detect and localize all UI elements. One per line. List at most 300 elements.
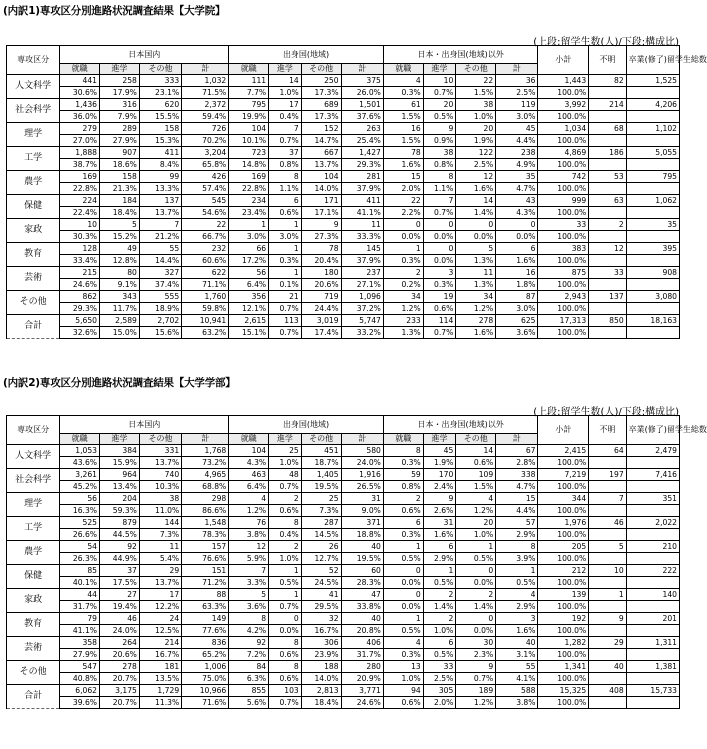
count-cell: 66: [229, 243, 269, 255]
count-cell: 10,966: [182, 685, 229, 697]
empty-cell: [626, 87, 679, 99]
count-cell: 1,006: [182, 661, 229, 673]
count-cell: 1,768: [182, 445, 229, 457]
empty-cell: [589, 303, 626, 315]
header-row-groups: [7, 46, 680, 64]
count-cell: 1,381: [626, 661, 679, 673]
count-cell: 1,032: [182, 75, 229, 87]
ratio-cell: 22.8%: [60, 183, 100, 195]
count-cell: 22: [456, 75, 496, 87]
count-cell: 0: [456, 613, 496, 625]
count-cell: 1,341: [538, 661, 589, 673]
count-cell: 2: [269, 541, 302, 553]
count-cell: 451: [301, 445, 341, 457]
ratio-cell: 0.3%: [383, 649, 423, 661]
count-cell: 12: [456, 171, 496, 183]
empty-cell: [589, 529, 626, 541]
ratio-cell: 11.3%: [139, 697, 181, 709]
count-cell: 35: [626, 219, 679, 231]
ratio-cell: 31.7%: [60, 601, 100, 613]
count-cell: 1,062: [626, 195, 679, 207]
count-cell: 907: [100, 147, 140, 159]
count-cell: 1,525: [626, 75, 679, 87]
ratio-cell: 14.0%: [301, 183, 341, 195]
other-country-header: 日本・出身国(地域)以外: [383, 416, 538, 434]
ratio-cell: 0.7%: [269, 481, 302, 493]
count-cell: 620: [139, 99, 181, 111]
count-cell: 63: [589, 195, 626, 207]
ratio-cell: 21.2%: [139, 231, 181, 243]
count-cell: 9: [301, 219, 341, 231]
count-cell: 2: [269, 493, 302, 505]
count-cell: 99: [139, 171, 181, 183]
ratio-cell: 0.5%: [423, 649, 456, 661]
others-header: その他: [139, 64, 181, 75]
category-header: 専攻区分: [7, 416, 60, 445]
ratio-cell: 63.2%: [182, 327, 229, 339]
ratio-cell: 1.0%: [456, 529, 496, 541]
ratio-cell: 0.0%: [269, 625, 302, 637]
count-cell: 1,760: [182, 291, 229, 303]
count-cell: 1: [496, 565, 538, 577]
count-cell: 7: [423, 195, 456, 207]
ratio-cell: 28.3%: [341, 577, 383, 589]
empty-cell: [626, 159, 679, 171]
ratio-cell: 54.6%: [182, 207, 229, 219]
count-cell: 855: [229, 685, 269, 697]
count-cell: 2,943: [538, 291, 589, 303]
ratio-cell: 3.8%: [229, 529, 269, 541]
count-cell: 2: [423, 613, 456, 625]
count-cell: 2,372: [182, 99, 229, 111]
ratio-cell: 63.3%: [182, 601, 229, 613]
table-row-count: [7, 123, 680, 135]
others-header: その他: [301, 434, 341, 445]
table-row-count: [7, 315, 680, 327]
count-cell: 111: [229, 75, 269, 87]
count-cell: 1,916: [341, 469, 383, 481]
count-cell: 52: [301, 565, 341, 577]
ratio-cell: 40.8%: [60, 673, 100, 685]
ratio-cell: 7.9%: [100, 111, 140, 123]
table-row-ratio: [7, 553, 680, 565]
ratio-cell: 6.3%: [229, 673, 269, 685]
count-cell: 8: [269, 517, 302, 529]
ratio-cell: 12.7%: [301, 553, 341, 565]
ratio-cell: 44.5%: [100, 529, 140, 541]
ratio-cell: 100.0%: [538, 207, 589, 219]
ratio-cell: 37.6%: [341, 111, 383, 123]
table-row-count: [7, 685, 680, 697]
empty-cell: [626, 553, 679, 565]
count-cell: 344: [538, 493, 589, 505]
ratio-cell: 2.9%: [423, 553, 456, 565]
count-cell: 26: [301, 541, 341, 553]
ratio-cell: 24.5%: [301, 577, 341, 589]
ratio-cell: 0.8%: [383, 481, 423, 493]
count-cell: 2: [423, 589, 456, 601]
ratio-cell: 1.0%: [269, 87, 302, 99]
count-cell: 82: [589, 75, 626, 87]
count-cell: 525: [60, 517, 100, 529]
ratio-cell: 0.6%: [383, 697, 423, 709]
count-cell: 4: [456, 493, 496, 505]
empty-cell: [589, 327, 626, 339]
category-label: 合計: [7, 685, 60, 709]
count-cell: 3: [423, 267, 456, 279]
count-cell: 94: [383, 685, 423, 697]
ratio-cell: 57.4%: [182, 183, 229, 195]
ratio-cell: 12.8%: [100, 255, 140, 267]
count-cell: 18,163: [626, 315, 679, 327]
ratio-cell: 1.8%: [496, 279, 538, 291]
table-row-ratio: [7, 505, 680, 517]
count-cell: 21: [269, 291, 302, 303]
count-cell: 46: [100, 613, 140, 625]
category-label: 保健: [7, 565, 60, 589]
ratio-cell: 1.3%: [456, 279, 496, 291]
count-cell: 740: [139, 469, 181, 481]
ratio-cell: 0.3%: [383, 87, 423, 99]
ratio-cell: 15.6%: [139, 327, 181, 339]
count-cell: 7: [269, 123, 302, 135]
count-cell: 38: [423, 147, 456, 159]
count-cell: 30: [456, 637, 496, 649]
count-cell: 0: [456, 565, 496, 577]
empty-cell: [589, 231, 626, 243]
ratio-cell: 1.6%: [423, 529, 456, 541]
ratio-cell: 1.5%: [456, 87, 496, 99]
ratio-cell: 3.9%: [496, 553, 538, 565]
count-cell: 1: [456, 541, 496, 553]
ratio-cell: 0.7%: [269, 135, 302, 147]
count-cell: 351: [626, 493, 679, 505]
ratio-cell: 100.0%: [538, 481, 589, 493]
count-cell: 14: [269, 75, 302, 87]
ratio-cell: 71.2%: [182, 577, 229, 589]
count-cell: 114: [423, 315, 456, 327]
ratio-cell: 100.0%: [538, 601, 589, 613]
ratio-cell: 71.5%: [182, 87, 229, 99]
ratio-cell: 9.0%: [341, 505, 383, 517]
further-study-header: 進学: [423, 434, 456, 445]
count-cell: 343: [100, 291, 140, 303]
count-cell: 742: [538, 171, 589, 183]
ratio-cell: 3.0%: [229, 231, 269, 243]
ratio-cell: 18.6%: [100, 159, 140, 171]
ratio-cell: 26.0%: [341, 87, 383, 99]
table-row-ratio: [7, 303, 680, 315]
ratio-cell: 100.0%: [538, 625, 589, 637]
count-cell: 170: [423, 469, 456, 481]
ratio-cell: 1.6%: [496, 625, 538, 637]
ratio-cell: 1.2%: [456, 697, 496, 709]
ratio-cell: 0.7%: [423, 327, 456, 339]
count-cell: 24: [139, 613, 181, 625]
count-cell: 5: [589, 541, 626, 553]
count-cell: 411: [139, 147, 181, 159]
empty-cell: [589, 601, 626, 613]
count-cell: 15: [383, 171, 423, 183]
ratio-cell: 0.3%: [423, 279, 456, 291]
count-cell: 11: [139, 541, 181, 553]
count-cell: 1,501: [341, 99, 383, 111]
category-label: 社会科学: [7, 99, 60, 123]
ratio-cell: 37.2%: [341, 303, 383, 315]
ratio-cell: 16.3%: [60, 505, 100, 517]
count-cell: 7: [139, 219, 181, 231]
count-cell: 214: [139, 637, 181, 649]
table-row-count: [7, 613, 680, 625]
count-cell: 2: [589, 219, 626, 231]
table-row-count: [7, 445, 680, 457]
count-cell: 92: [229, 637, 269, 649]
category-label: その他: [7, 291, 60, 315]
ratio-cell: 23.1%: [139, 87, 181, 99]
category-label: 理学: [7, 123, 60, 147]
ratio-cell: 2.0%: [383, 183, 423, 195]
category-label: 農学: [7, 541, 60, 565]
ratio-cell: 66.7%: [182, 231, 229, 243]
count-cell: 20: [456, 517, 496, 529]
count-cell: 3,080: [626, 291, 679, 303]
count-cell: 1: [269, 267, 302, 279]
ratio-cell: 65.2%: [182, 649, 229, 661]
ratio-cell: 13.7%: [139, 207, 181, 219]
subtotal-header: 小計: [538, 46, 589, 75]
ratio-cell: 13.7%: [301, 159, 341, 171]
ratio-cell: 17.1%: [301, 207, 341, 219]
count-cell: 68: [589, 123, 626, 135]
count-cell: 278: [100, 661, 140, 673]
ratio-cell: 59.4%: [182, 111, 229, 123]
others-header: その他: [301, 64, 341, 75]
count-cell: 305: [423, 685, 456, 697]
count-cell: 5: [456, 243, 496, 255]
table-row-count: [7, 493, 680, 505]
empty-cell: [626, 231, 679, 243]
count-cell: 879: [100, 517, 140, 529]
count-cell: 237: [341, 267, 383, 279]
table-row-count: [7, 291, 680, 303]
count-cell: 34: [456, 291, 496, 303]
ratio-cell: 1.5%: [383, 135, 423, 147]
count-cell: 375: [341, 75, 383, 87]
ratio-cell: 27.1%: [341, 279, 383, 291]
ratio-cell: 24.0%: [341, 457, 383, 469]
count-cell: 48: [269, 469, 302, 481]
ratio-cell: 37.9%: [341, 255, 383, 267]
count-cell: 45: [496, 123, 538, 135]
header-row-groups: [7, 416, 680, 434]
ratio-cell: 21.3%: [100, 183, 140, 195]
table-row-ratio: [7, 207, 680, 219]
empty-cell: [626, 697, 679, 709]
ratio-cell: 0.3%: [383, 529, 423, 541]
count-cell: 9: [456, 661, 496, 673]
count-cell: 60: [341, 565, 383, 577]
ratio-cell: 22.8%: [229, 183, 269, 195]
count-cell: 6: [423, 637, 456, 649]
count-cell: 205: [538, 541, 589, 553]
count-cell: 8: [383, 445, 423, 457]
empty-cell: [589, 625, 626, 637]
ratio-cell: 71.1%: [182, 279, 229, 291]
ratio-cell: 1.2%: [383, 303, 423, 315]
ratio-cell: 1.1%: [269, 183, 302, 195]
count-cell: 836: [182, 637, 229, 649]
count-cell: 2,702: [139, 315, 181, 327]
count-cell: 2: [383, 493, 423, 505]
empty-cell: [589, 111, 626, 123]
count-cell: 3,019: [301, 315, 341, 327]
count-cell: 22: [182, 219, 229, 231]
ratio-cell: 0.5%: [383, 625, 423, 637]
ratio-cell: 20.6%: [301, 279, 341, 291]
ratio-cell: 100.0%: [538, 231, 589, 243]
table-row-ratio: [7, 649, 680, 661]
ratio-cell: 0.1%: [269, 279, 302, 291]
count-cell: 19: [423, 291, 456, 303]
count-cell: 140: [626, 589, 679, 601]
ratio-cell: 15.1%: [229, 327, 269, 339]
count-cell: 306: [301, 637, 341, 649]
count-cell: 263: [341, 123, 383, 135]
count-cell: 27: [100, 589, 140, 601]
count-cell: 622: [182, 267, 229, 279]
count-cell: 9: [589, 613, 626, 625]
count-cell: 1: [269, 565, 302, 577]
count-cell: 35: [496, 171, 538, 183]
count-cell: 279: [60, 123, 100, 135]
count-cell: 3,175: [100, 685, 140, 697]
undergraduate-table: [6, 415, 707, 709]
empty-cell: [589, 649, 626, 661]
count-cell: 5,650: [60, 315, 100, 327]
ratio-cell: 0.7%: [269, 697, 302, 709]
table-row-count: [7, 219, 680, 231]
count-cell: 999: [538, 195, 589, 207]
count-cell: 2,813: [301, 685, 341, 697]
ratio-cell: 4.3%: [229, 457, 269, 469]
count-cell: 316: [100, 99, 140, 111]
ratio-cell: 13.7%: [139, 577, 181, 589]
ratio-cell: 3.0%: [269, 231, 302, 243]
count-cell: 280: [341, 661, 383, 673]
employment-header: 就職: [60, 434, 100, 445]
count-cell: 5: [229, 589, 269, 601]
ratio-cell: 0.0%: [383, 601, 423, 613]
ratio-cell: 27.9%: [60, 649, 100, 661]
category-label: 芸術: [7, 267, 60, 291]
total-header: 計: [182, 434, 229, 445]
count-cell: 137: [589, 291, 626, 303]
ratio-cell: 20.7%: [100, 673, 140, 685]
ratio-cell: 100.0%: [538, 553, 589, 565]
count-cell: 37: [269, 147, 302, 159]
empty-cell: [626, 649, 679, 661]
table-row-ratio: [7, 159, 680, 171]
count-cell: 33: [589, 267, 626, 279]
count-cell: 555: [139, 291, 181, 303]
ratio-cell: 0.0%: [383, 577, 423, 589]
count-cell: 8: [229, 613, 269, 625]
count-cell: 197: [589, 469, 626, 481]
ratio-cell: 4.2%: [229, 625, 269, 637]
count-cell: 34: [383, 291, 423, 303]
ratio-cell: 0.7%: [269, 601, 302, 613]
ratio-cell: 0.6%: [383, 505, 423, 517]
count-cell: 463: [229, 469, 269, 481]
count-cell: 4: [229, 493, 269, 505]
count-cell: 8: [269, 661, 302, 673]
ratio-cell: 86.6%: [182, 505, 229, 517]
ratio-cell: 2.4%: [423, 481, 456, 493]
ratio-cell: 33.3%: [341, 231, 383, 243]
empty-cell: [589, 577, 626, 589]
count-cell: 32: [301, 613, 341, 625]
count-cell: 47: [341, 589, 383, 601]
count-cell: 1: [269, 219, 302, 231]
ratio-cell: 20.4%: [301, 255, 341, 267]
ratio-cell: 100.0%: [538, 577, 589, 589]
count-cell: 4,206: [626, 99, 679, 111]
ratio-cell: 1.9%: [456, 135, 496, 147]
ratio-cell: 4.4%: [496, 135, 538, 147]
count-cell: 8: [423, 171, 456, 183]
ratio-cell: 0.5%: [383, 553, 423, 565]
count-cell: 189: [456, 685, 496, 697]
ratio-cell: 73.2%: [182, 457, 229, 469]
table-row-ratio: [7, 255, 680, 267]
empty-cell: [626, 505, 679, 517]
ratio-cell: 70.2%: [182, 135, 229, 147]
count-cell: 4,869: [538, 147, 589, 159]
further-study-header: 進学: [269, 434, 302, 445]
home-country-header: 出身国(地域): [229, 46, 384, 64]
ratio-cell: 0.7%: [269, 327, 302, 339]
count-cell: 10: [423, 75, 456, 87]
table-row-ratio: [7, 135, 680, 147]
ratio-cell: 6.4%: [229, 279, 269, 291]
count-cell: 7,219: [538, 469, 589, 481]
ratio-cell: 100.0%: [538, 183, 589, 195]
count-cell: 9: [423, 493, 456, 505]
count-cell: 56: [229, 267, 269, 279]
count-cell: 10: [589, 565, 626, 577]
ratio-cell: 11.7%: [100, 303, 140, 315]
count-cell: 10,941: [182, 315, 229, 327]
count-cell: 152: [301, 123, 341, 135]
ratio-cell: 1.4%: [423, 601, 456, 613]
count-cell: 333: [139, 75, 181, 87]
table-row-ratio: [7, 673, 680, 685]
ratio-cell: 12.1%: [229, 303, 269, 315]
ratio-cell: 20.6%: [100, 649, 140, 661]
ratio-cell: 30.6%: [60, 87, 100, 99]
count-cell: 1,729: [139, 685, 181, 697]
ratio-cell: 18.4%: [301, 697, 341, 709]
count-cell: 723: [229, 147, 269, 159]
ratio-cell: 1.3%: [456, 255, 496, 267]
ratio-cell: 78.3%: [182, 529, 229, 541]
ratio-cell: 0.6%: [269, 505, 302, 517]
ratio-cell: 4.7%: [496, 183, 538, 195]
count-cell: 358: [60, 637, 100, 649]
count-cell: 92: [100, 541, 140, 553]
ratio-cell: 33.4%: [60, 255, 100, 267]
count-cell: 158: [139, 123, 181, 135]
